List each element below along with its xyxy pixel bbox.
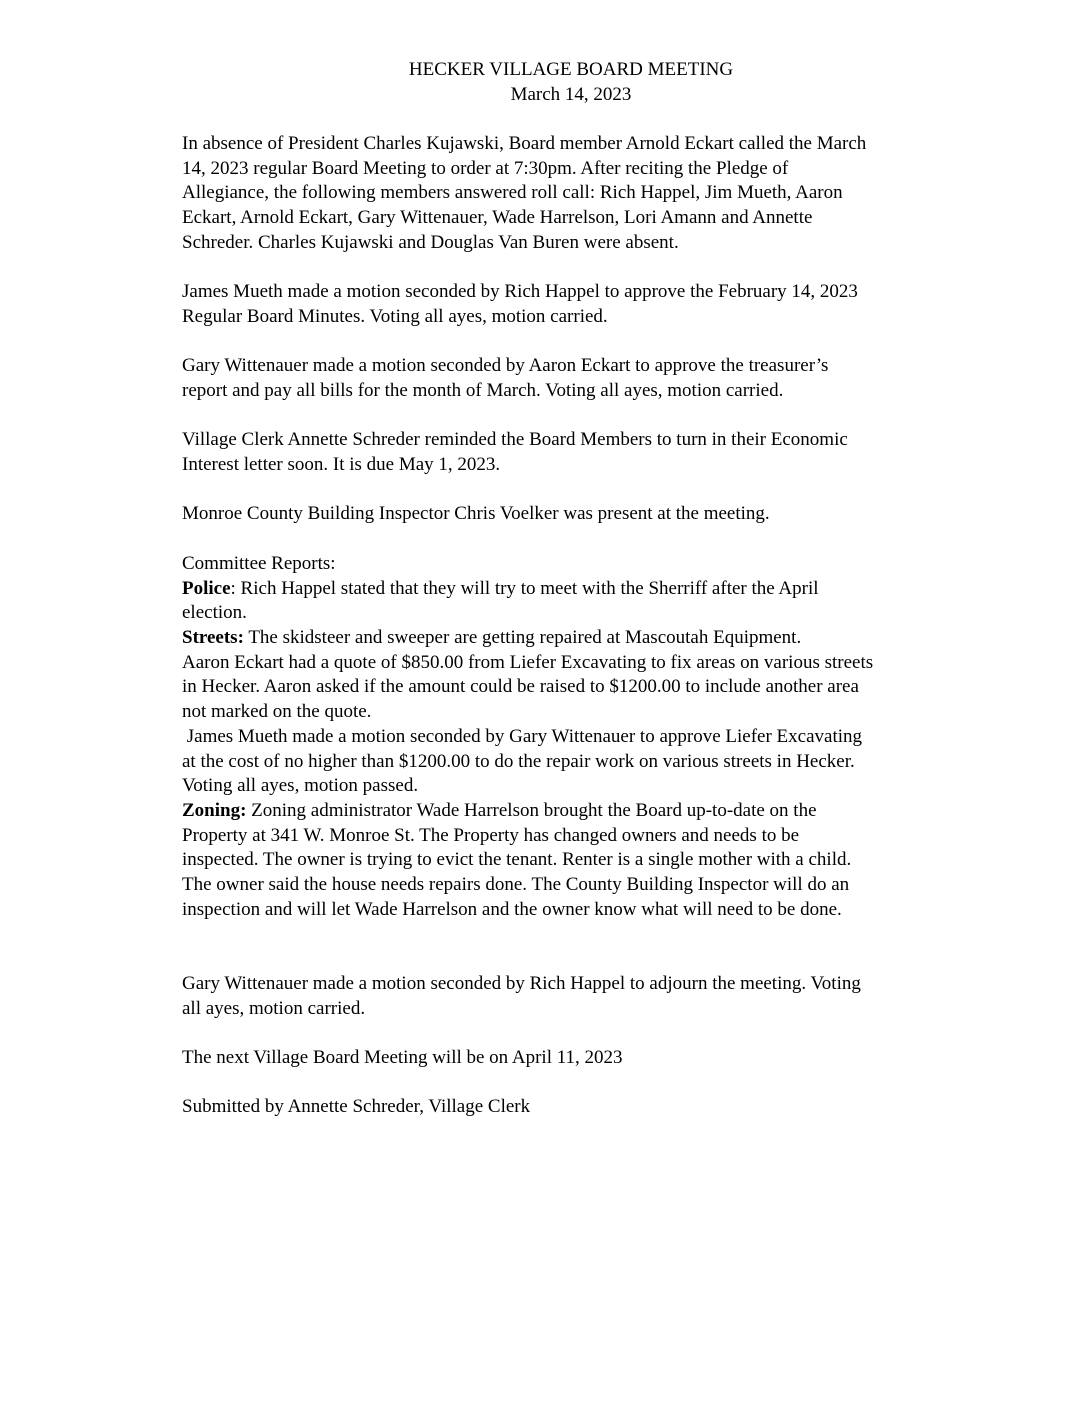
text-line: election. [182,602,247,624]
text-line: not marked on the quote. [182,701,372,723]
treasurer-paragraph [182,354,972,403]
text-line: Submitted by Annette Schreder, Village Clerk [182,1096,531,1118]
committee-heading: Committee Reports: [182,552,336,574]
submitted-by-paragraph [182,1095,972,1120]
text-line: James Mueth made a motion seconded by Gary Wittenauer to approve Liefer Excavating [182,725,863,747]
adjourn-paragraph [182,972,972,1021]
text-line: report and pay all bills for the month of March. Voting all ayes, motion carried. [182,380,784,401]
text-line: Village Clerk Annette Schreder reminded the Board Members to turn in their Economic [182,429,848,451]
meeting-date: March 14, 2023 [510,83,632,105]
text-line: Zoning administrator Wade Harrelson brought the Board up-to-date on the [246,799,817,821]
text-line: inspected. The owner is trying to evict the tenant. Renter is a single mother with a child. [182,849,852,871]
text-line: Gary Wittenauer made a motion seconded by Aaron Eckart to approve the treasurer’s [182,355,829,377]
committee-reports [182,552,972,923]
police-report-line [182,577,972,602]
text-line: in Hecker. Aaron asked if the amount could be raised to $1200.00 to include another area [182,676,859,698]
text-line: : Rich Happel stated that they will try to meet with the Sherriff after the April [230,577,819,599]
spacer [182,947,972,972]
text-line: The next Village Board Meeting will be on April 11, 2023 [182,1046,623,1068]
inspector-paragraph [182,502,972,527]
text-line: The skidsteer and sweeper are getting repaired at Mascoutah Equipment. [243,626,802,648]
minutes-paragraph [182,280,972,329]
opening-paragraph [182,132,972,256]
text-line: James Mueth made a motion seconded by Rich Happel to approve the February 14, 2023 [182,281,858,303]
text-line: inspection and will let Wade Harrelson and the owner know what will need to be done. [182,898,842,920]
text-line: In absence of President Charles Kujawski, Board member Arnold Eckart called the March [182,133,867,154]
text-line: Monroe County Building Inspector Chris Voelker was present at the meeting. [182,503,770,525]
text-line: Regular Board Minutes. Voting all ayes, motion carried. [182,305,608,327]
text-line: Property at 341 W. Monroe St. The Property has changed owners and needs to be [182,824,800,846]
text-line: Voting all ayes, motion passed. [182,775,419,797]
text-line: Aaron Eckart had a quote of $850.00 from Liefer Excavating to fix areas on various streets [182,651,874,673]
document-title: HECKER VILLAGE BOARD MEETING [408,59,734,80]
text-line: Eckart, Arnold Eckart, Gary Wittenauer, Wade Harrelson, Lori Amann and Annette [182,207,813,229]
text-line: Schreder. Charles Kujawski and Douglas Van Buren were absent. [182,231,679,253]
text-line: Gary Wittenauer made a motion seconded by Rich Happel to adjourn the meeting. Voting [182,972,861,994]
text-line: Allegiance, the following members answered roll call: Rich Happel, Jim Mueth, Aaron [182,182,843,204]
text-line: Interest letter soon. It is due May 1, 2023. [182,454,501,476]
streets-label: Streets: [182,626,244,648]
text-line: at the cost of no higher than $1200.00 to do the repair work on various streets in Hecker. [182,750,855,772]
zoning-report-line [182,799,972,824]
document-body [182,132,972,1145]
zoning-label: Zoning: [182,799,247,821]
police-label: Police [182,577,231,599]
text-line: The owner said the house needs repairs done. The County Building Inspector will do an [182,874,850,896]
text-line: 14, 2023 regular Board Meeting to order at 7:30pm. After reciting the Pledge of [182,157,789,179]
text-line: all ayes, motion carried. [182,997,366,1019]
clerk-paragraph [182,428,972,477]
next-meeting-paragraph [182,1046,972,1071]
streets-report-line [182,626,972,651]
document-header [0,58,1088,107]
